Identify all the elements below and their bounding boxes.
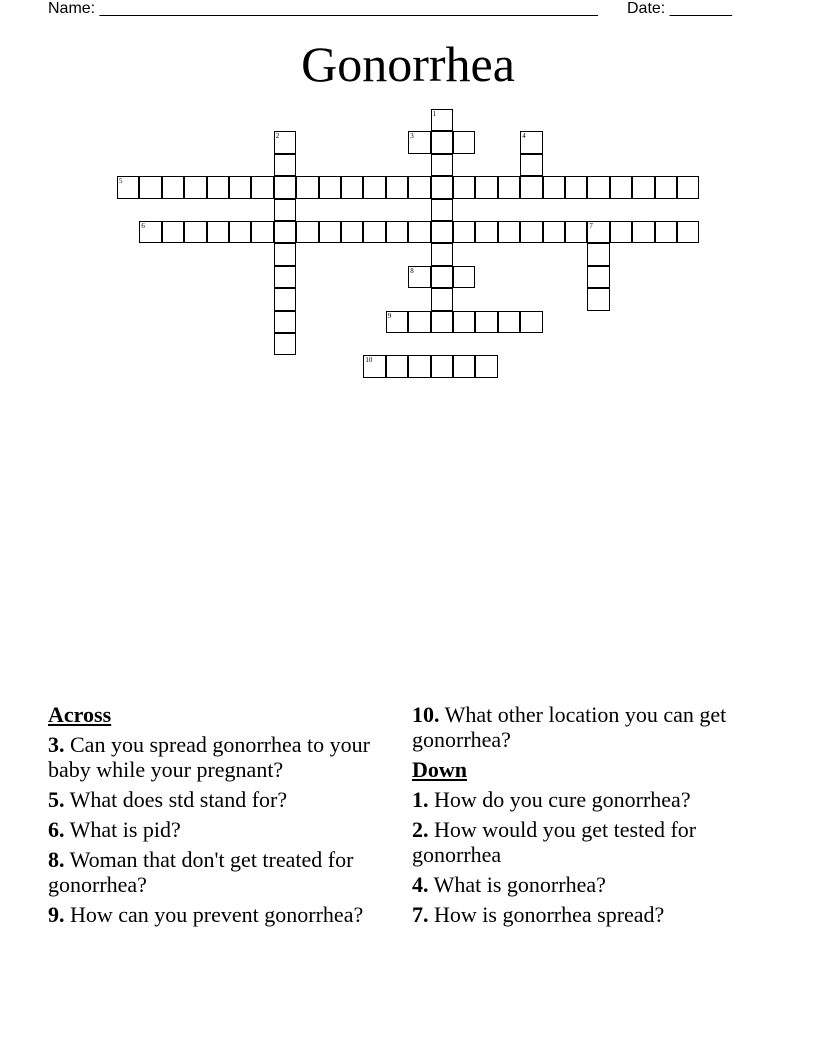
clue-text: What is pid? [69,817,181,842]
crossword-cell[interactable] [475,176,497,198]
cell-number: 4 [522,132,526,141]
page-title: Gonorrhea [301,36,515,92]
crossword-cell[interactable] [363,176,385,198]
crossword-cell[interactable] [655,221,677,243]
crossword-cell[interactable] [543,221,565,243]
clue-number: 10. [412,702,440,727]
crossword-cell[interactable] [453,176,475,198]
crossword-cell[interactable] [453,311,475,333]
crossword-cell[interactable] [431,154,453,176]
cell-number: 9 [387,311,392,320]
crossword-cell[interactable] [431,131,453,153]
crossword-cell[interactable] [587,221,609,243]
crossword-cell[interactable] [677,176,699,198]
cell-number: 3 [410,132,414,141]
crossword-cell[interactable] [431,243,453,265]
crossword-cell[interactable] [408,266,430,288]
crossword-cell[interactable] [520,131,542,153]
crossword-cell[interactable] [543,176,565,198]
across-heading: Across [48,702,112,727]
cell-number: 5 [119,177,123,186]
clue-number: 4. [412,872,429,897]
crossword-cell[interactable] [386,311,408,333]
crossword-cell[interactable] [632,221,654,243]
across-clue [48,847,388,897]
cell-number: 6 [141,222,145,230]
crossword-cell[interactable] [587,266,609,288]
clue-number: 5. [48,787,65,812]
crossword-cell[interactable] [274,131,296,153]
crossword-cell[interactable] [296,221,318,243]
crossword-cell[interactable] [498,176,520,198]
down-clue [412,817,752,867]
crossword-cell[interactable] [386,221,408,243]
down-clue [412,902,752,927]
cell-number: 10 [365,356,373,365]
across-clue [48,817,388,842]
crossword-cell[interactable] [498,221,520,243]
crossword-cell[interactable] [677,221,699,243]
across-clue [412,702,752,752]
clue-text: How is gonorrhea spread? [434,902,665,927]
crossword-cell[interactable] [587,243,609,265]
date-field-label: Date: _______ [627,0,732,17]
crossword-cell[interactable] [431,109,453,131]
clue-text: Can you spread gonorrhea to your baby while your pregnant? [48,732,370,782]
crossword-cell[interactable] [408,176,430,198]
clue-text: How can you prevent gonorrhea? [70,902,364,927]
crossword-cell[interactable] [520,154,542,176]
crossword-cell[interactable] [475,221,497,243]
crossword-cell[interactable] [453,221,475,243]
crossword-cell[interactable] [408,131,430,153]
crossword-cell[interactable] [431,176,453,198]
crossword-cell[interactable] [587,288,609,310]
crossword-cell[interactable] [655,176,677,198]
clue-number: 2. [412,817,429,842]
clue-text: How would you get tested for gonorrhea [412,817,697,867]
crossword-cell[interactable] [431,199,453,221]
crossword-cell[interactable] [475,355,497,377]
crossword-cell[interactable] [184,176,206,198]
cell-number: 7 [589,222,593,230]
crossword-cell[interactable] [408,221,430,243]
crossword-cell[interactable] [408,355,430,377]
crossword-cell[interactable] [207,221,229,243]
crossword-cell[interactable] [274,333,296,355]
clue-number: 8. [48,847,65,872]
across-clue [48,902,388,927]
crossword-cell[interactable] [341,176,363,198]
crossword-cell[interactable] [431,221,453,243]
crossword-cell[interactable] [229,221,251,243]
crossword-cell[interactable] [565,176,587,198]
across-clue [48,787,388,812]
crossword-cell[interactable] [229,176,251,198]
clues-column-right [412,702,752,932]
crossword-cell[interactable] [274,311,296,333]
crossword-cell[interactable] [520,311,542,333]
crossword-cell[interactable] [363,355,385,377]
clue-text: What other location you can get gonorrhea? [412,702,727,752]
crossword-cell[interactable] [587,176,609,198]
crossword-cell[interactable] [431,355,453,377]
crossword-cell[interactable] [632,176,654,198]
crossword-cell[interactable] [139,176,161,198]
crossword-cell[interactable] [341,221,363,243]
clue-text: What does std stand for? [69,787,288,812]
clue-number: 3. [48,732,65,757]
clues-column-left [48,702,388,932]
clue-text: What is gonorrhea? [433,872,606,897]
crossword-cell[interactable] [274,176,296,198]
crossword-cell[interactable] [408,311,430,333]
crossword-cell[interactable] [139,221,161,243]
crossword-cell[interactable] [274,288,296,310]
crossword-cell[interactable] [498,311,520,333]
down-clue [412,872,752,897]
clue-number: 1. [412,787,429,812]
cell-number: 1 [432,110,437,118]
crossword-cell[interactable] [274,243,296,265]
crossword-cell[interactable] [363,221,385,243]
down-heading: Down [412,757,468,782]
crossword-cell[interactable] [251,221,273,243]
crossword-cell[interactable] [296,176,318,198]
crossword-cell[interactable] [274,221,296,243]
crossword-cell[interactable] [162,221,184,243]
clue-number: 9. [48,902,65,927]
crossword-cell[interactable] [251,176,273,198]
crossword-cell[interactable] [453,355,475,377]
across-clue [48,732,388,782]
crossword-cell[interactable] [431,311,453,333]
clue-text: How do you cure gonorrhea? [434,787,691,812]
crossword-cell[interactable] [431,288,453,310]
name-field-label: Name: ________________________________________________________ [48,0,598,17]
clue-text: Woman that don't get treated for gonorrhea? [48,847,354,897]
crossword-cell[interactable] [610,176,632,198]
cell-number: 2 [275,132,280,141]
crossword-cell[interactable] [520,176,542,198]
crossword-cell[interactable] [453,131,475,153]
crossword-cell[interactable] [565,221,587,243]
crossword-cell[interactable] [431,266,453,288]
crossword-cell[interactable] [207,176,229,198]
crossword-cell[interactable] [274,154,296,176]
crossword-cell[interactable] [184,221,206,243]
crossword-cell[interactable] [162,176,184,198]
crossword-cell[interactable] [453,266,475,288]
crossword-cell[interactable] [475,311,497,333]
crossword-cell[interactable] [319,221,341,243]
crossword-cell[interactable] [117,176,139,198]
clue-number: 7. [412,902,429,927]
crossword-cell[interactable] [520,221,542,243]
cell-number: 8 [410,266,414,275]
crossword-cell[interactable] [386,355,408,377]
crossword-cell[interactable] [274,199,296,221]
crossword-cell[interactable] [274,266,296,288]
down-clue [412,787,752,812]
crossword-cell[interactable] [386,176,408,198]
crossword-cell[interactable] [610,221,632,243]
clue-number: 6. [48,817,65,842]
crossword-grid [0,0,816,400]
crossword-cell[interactable] [319,176,341,198]
